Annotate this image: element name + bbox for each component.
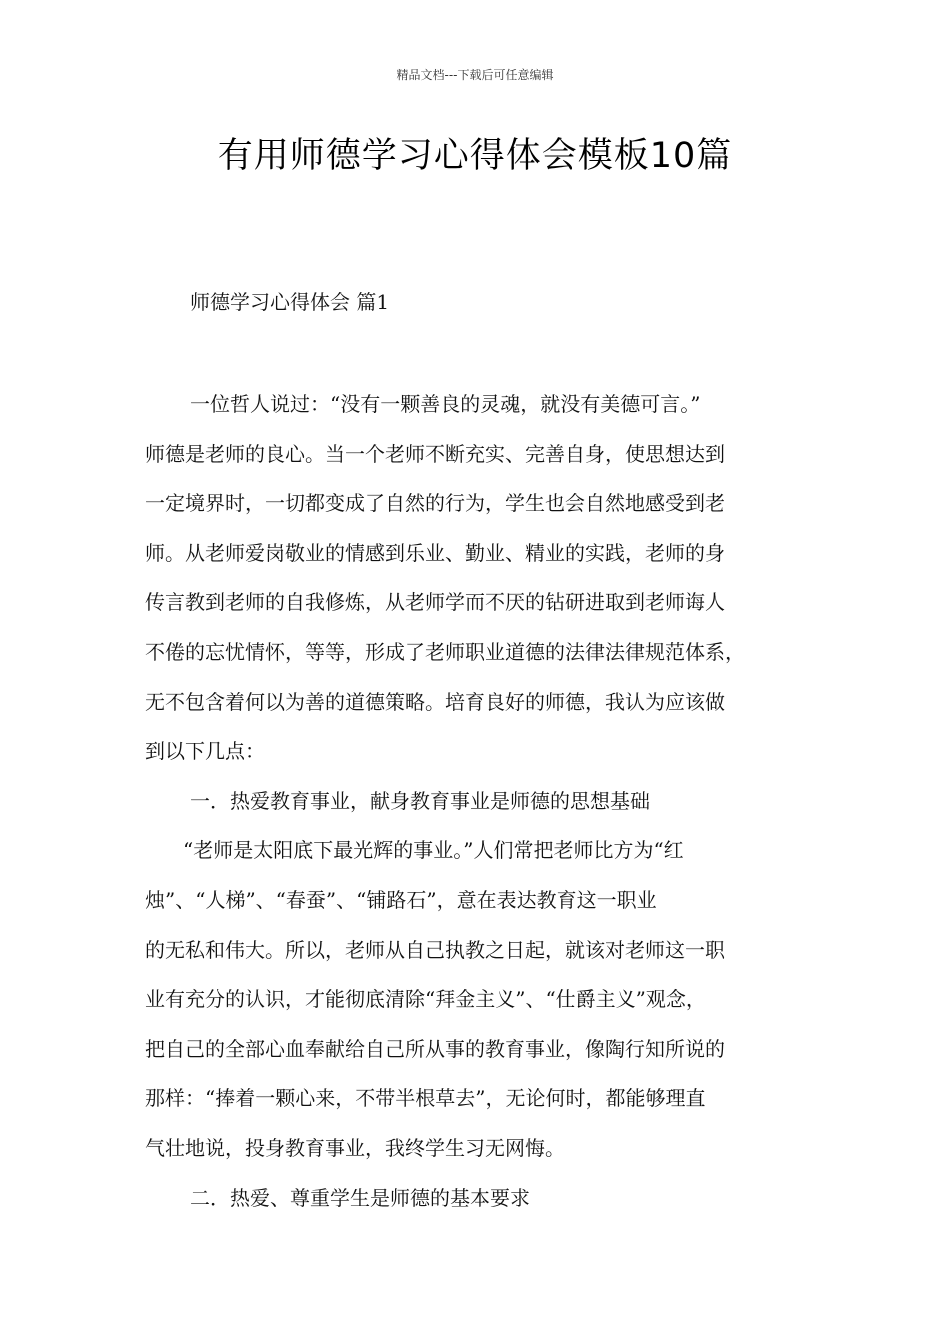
paragraph-line: 传言教到老师的自我修炼，从老师学而不厌的钻研进取到老师诲人 <box>145 590 725 615</box>
paragraph-line: 气壮地说，投身教育事业，我终学生习无网悔。 <box>145 1135 565 1160</box>
paragraph-line: 的无私和伟大。所以，老师从自己执教之日起，就该对老师这一职 <box>145 937 725 962</box>
paragraph-line: 一定境界时，一切都变成了自然的行为，学生也会自然地感受到老 <box>145 491 725 516</box>
paragraph-line: “老师是太阳底下最光辉的事业。”人们常把老师比方为“红 <box>183 838 684 863</box>
paragraph-line: 业有充分的认识，才能彻底清除“拜金主义”、“仕爵主义”观念， <box>145 987 706 1012</box>
paragraph-line: 无不包含着何以为善的道德策略。培育良好的师德，我认为应该做 <box>145 689 725 714</box>
section-heading: 师德学习心得体会 篇1 <box>190 290 390 314</box>
paragraph-line: 烛”、“人梯”、“春蚕”、“铺路石”，意在表达教育这一职业 <box>145 887 657 912</box>
paragraph-line: 到以下几点： <box>145 739 265 764</box>
subheading-line: 一．热爱教育事业，献身教育事业是师德的思想基础 <box>190 788 650 813</box>
paragraph-line: 不倦的忘忧情怀，等等，形成了老师职业道德的法律法律规范体系， <box>145 639 745 664</box>
subheading-line: 二．热爱、尊重学生是师德的基本要求 <box>190 1185 530 1210</box>
body-text <box>145 380 825 1223</box>
paragraph-line: 把自己的全部心血奉献给自己所从事的教育事业，像陶行知所说的 <box>145 1036 725 1061</box>
paragraph-line: 师德是老师的良心。当一个老师不断充实、完善自身，使思想达到 <box>145 441 725 466</box>
header-note: 精品文档---下载后可任意编辑 <box>396 68 554 82</box>
paragraph-line: 师。从老师爱岗敬业的情感到乐业、勤业、精业的实践，老师的身 <box>145 540 725 565</box>
paragraph-line: 一位哲人说过：“没有一颗善良的灵魂，就没有美德可言。” <box>190 392 701 416</box>
paragraph-line: 那样：“捧着一颗心来，不带半根草去”，无论何时，都能够理直 <box>145 1086 706 1111</box>
document-title: 有用师德学习心得体会模板10篇 <box>217 136 733 176</box>
